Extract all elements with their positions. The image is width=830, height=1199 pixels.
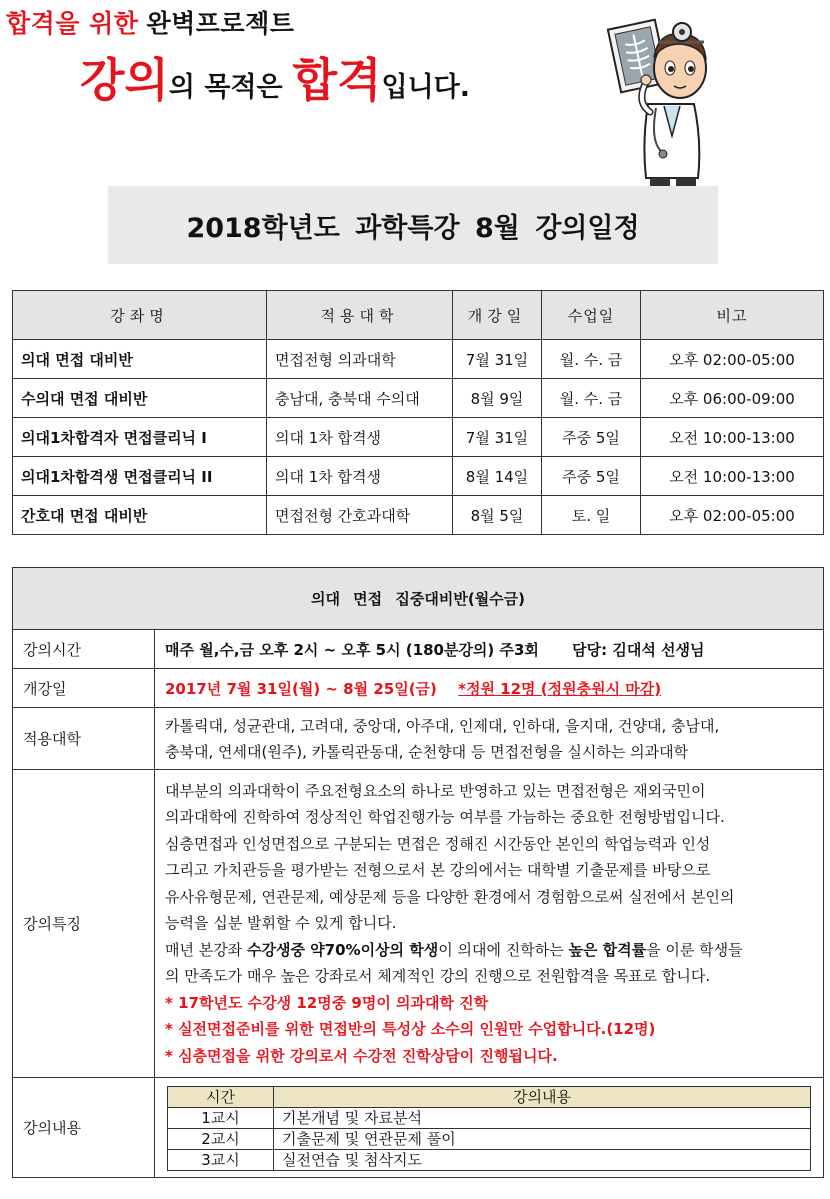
content-col-time: 시간 [168, 1087, 274, 1108]
col-note: 비고 [641, 291, 824, 340]
content-col-topic: 강의내용 [274, 1087, 811, 1108]
course-days: 월. 수. 금 [542, 340, 641, 379]
slogan-red-text: 합격을 위한 [6, 9, 139, 38]
university-line: 카톨릭대, 성균관대, 고려대, 중앙대, 아주대, 인제대, 인하대, 을지대, 건양대, 충남대, [165, 716, 720, 735]
course-note: 오후 06:00-09:00 [641, 379, 824, 418]
feature-line: 능력을 십분 발휘할 수 있게 합니다. [165, 914, 397, 933]
feature-line: 의 만족도가 매우 높은 강좌로서 체계적인 강의 진행으로 전원합격을 목표로 합니다. [165, 967, 711, 986]
col-university: 적용대학 [267, 291, 453, 340]
schedule-table [12, 290, 824, 535]
course-name: 의대 면접 대비반 [13, 340, 267, 379]
course-name: 간호대 면접 대비반 [13, 496, 267, 535]
detail-row-content [13, 1078, 824, 1178]
content-topic: 실전연습 및 첨삭지도 [274, 1150, 811, 1171]
start-date-cell [155, 669, 824, 708]
course-university: 의대 1차 합격생 [267, 418, 453, 457]
feature-line: 심층면접과 인성면접으로 구분되는 면접은 정해진 시간동안 본인의 학업능력과 인성 [165, 834, 711, 853]
feature-text-part: 이 의대에 진학하는 [438, 940, 569, 959]
course-note: 오후 02:00-05:00 [641, 496, 824, 535]
teacher-name: 담당: 김대석 선생님 [572, 640, 705, 659]
slogan-black-text: 완벽프로젝트 [146, 9, 295, 38]
label-lecture-time: 강의시간 [13, 630, 155, 669]
start-date-value: 2017년 7월 31일(월) ~ 8월 25일(금) [165, 679, 437, 698]
detail-row-start [13, 669, 824, 708]
lecture-time-value: 매주 월,수,금 오후 2시 ~ 오후 5시 (180분강의) 주3회 [165, 640, 539, 659]
content-cell [155, 1078, 824, 1178]
course-name: 의대1차합격생 면접클리닉 II [13, 457, 267, 496]
course-detail-table [12, 567, 824, 1178]
course-university: 면접전형 간호과대학 [267, 496, 453, 535]
label-feature: 강의특징 [13, 770, 155, 1078]
slogan-line-2 [80, 50, 470, 121]
table-row [168, 1108, 811, 1129]
feature-bold-part: 높은 합격률 [568, 940, 647, 959]
doctor-with-xray-icon [606, 2, 720, 188]
course-start: 8월 9일 [453, 379, 542, 418]
content-header-row [168, 1087, 811, 1108]
feature-highlight-line [165, 937, 813, 964]
feature-line: 대부분의 의과대학이 주요전형요소의 하나로 반영하고 있는 면접전형은 재외국민이 [165, 781, 706, 800]
schedule-title: 2018학년도 과학특강 8월 강의일정 [186, 212, 640, 244]
table-row [13, 379, 824, 418]
col-class-days: 수업일 [542, 291, 641, 340]
slogan-line-1 [6, 4, 294, 40]
content-period: 3교시 [168, 1150, 274, 1171]
content-period: 2교시 [168, 1129, 274, 1150]
course-university: 면접전형 의과대학 [267, 340, 453, 379]
detail-row-feature [13, 770, 824, 1078]
university-line: 충북대, 연세대(원주), 카톨릭관동대, 순천향대 등 면접전형을 실시하는 의과대학 [165, 742, 689, 761]
feature-text-part: 을 이룬 학생들 [646, 940, 743, 959]
col-start-date: 개강일 [453, 291, 542, 340]
course-note: 오후 02:00-05:00 [641, 340, 824, 379]
slogan-purpose: 의 목적은 [168, 72, 283, 103]
detail-row-university [13, 708, 824, 770]
university-list [155, 708, 824, 770]
feature-line: 의과대학에 진학하여 정상적인 학업진행가능 여부를 가늠하는 중요한 전형방법입니다. [165, 808, 725, 827]
content-topic: 기출문제 및 연관문제 풀이 [274, 1129, 811, 1150]
lecture-content-table [167, 1086, 811, 1171]
table-row [13, 496, 824, 535]
lecture-time-cell [155, 630, 824, 669]
course-note: 오전 10:00-13:00 [641, 418, 824, 457]
course-days: 주중 5일 [542, 457, 641, 496]
feature-red-line: * 실전면접준비를 위한 면접반의 특성상 소수의 인원만 수업합니다.(12명) [165, 1020, 656, 1039]
course-name: 수의대 면접 대비반 [13, 379, 267, 418]
table-row [13, 457, 824, 496]
table-row [168, 1129, 811, 1150]
table-row [13, 340, 824, 379]
feature-bold-part: 수강생중 약70%이상의 학생 [247, 940, 439, 959]
content-period: 1교시 [168, 1108, 274, 1129]
course-days: 토. 일 [542, 496, 641, 535]
content-topic: 기본개념 및 자료분석 [274, 1108, 811, 1129]
course-name: 의대1차합격자 면접클리닉 I [13, 418, 267, 457]
feature-text-part: 매년 본강좌 [165, 940, 247, 959]
schedule-header-row [13, 291, 824, 340]
table-row [13, 418, 824, 457]
course-start: 7월 31일 [453, 340, 542, 379]
feature-red-line: * 심층면접을 위한 강의로서 수강전 진학상담이 진행됩니다. [165, 1046, 558, 1065]
schedule-title-box [108, 186, 718, 264]
label-start-date: 개강일 [13, 669, 155, 708]
course-days: 주중 5일 [542, 418, 641, 457]
course-note: 오전 10:00-13:00 [641, 457, 824, 496]
slogan-ending: 입니다. [381, 72, 470, 103]
slogan-pass: 합격 [292, 53, 382, 107]
table-row [168, 1150, 811, 1171]
course-start: 7월 31일 [453, 418, 542, 457]
course-university: 충남대, 충북대 수의대 [267, 379, 453, 418]
feature-line: 유사유형문제, 연관문제, 예상문제 등을 다양한 환경에서 경험함으로써 실전에서 본인의 [165, 887, 735, 906]
label-university: 적용대학 [13, 708, 155, 770]
course-detail-title: 의대 면접 집중대비반(월수금) [13, 568, 824, 630]
feature-text [155, 770, 824, 1078]
course-start: 8월 5일 [453, 496, 542, 535]
label-content: 강의내용 [13, 1078, 155, 1178]
col-course-name: 강좌명 [13, 291, 267, 340]
feature-line: 그리고 가치관등을 평가받는 전형으로서 본 강의에서는 대학별 기출문제를 바탕으로 [165, 861, 711, 880]
course-days: 월. 수. 금 [542, 379, 641, 418]
feature-red-line: * 17학년도 수강생 12명중 9명이 의과대학 진학 [165, 993, 489, 1012]
capacity-note: *정원 12명 (정원충원시 마감) [458, 679, 662, 698]
course-university: 의대 1차 합격생 [267, 457, 453, 496]
slogan-lecture: 강의 [80, 53, 169, 107]
course-start: 8월 14일 [453, 457, 542, 496]
detail-row-time [13, 630, 824, 669]
